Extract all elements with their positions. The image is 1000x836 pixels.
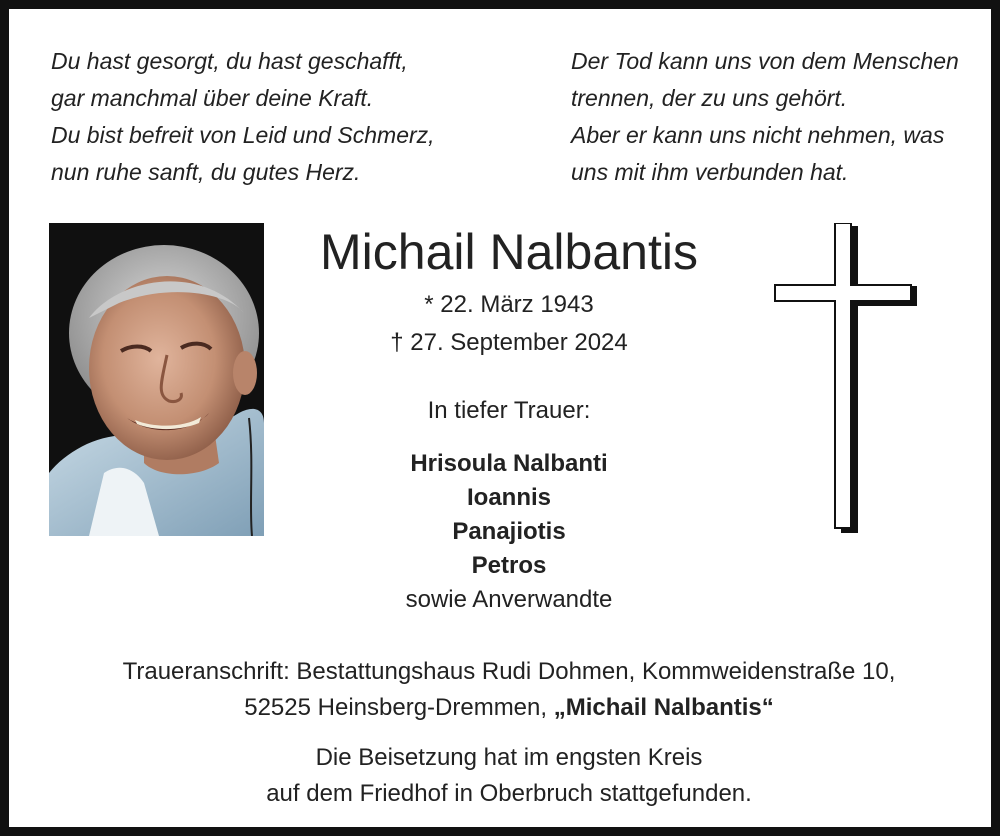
address-city: 52525 Heinsberg-Dremmen, — [244, 694, 554, 721]
poem-left-line: Du hast gesorgt, du hast geschafft, — [51, 48, 408, 74]
mourner-name: Panajiotis — [452, 518, 566, 545]
address-line-2 — [39, 690, 979, 726]
poem-right-line: uns mit ihm verbunden hat. — [571, 159, 849, 185]
poem-left — [51, 43, 511, 191]
portrait-photo — [49, 223, 264, 536]
mourners-list — [309, 447, 709, 617]
mourning-heading: In tiefer Trauer: — [427, 397, 591, 424]
burial-line-1: Die Beisetzung hat im engsten Kreis — [315, 744, 703, 771]
mourning-address — [39, 654, 979, 726]
burial-notice — [39, 740, 979, 812]
poem-right — [571, 43, 991, 191]
death-date: † 27. September 2024 — [390, 329, 628, 356]
mourner-name: Ioannis — [466, 484, 551, 511]
address-line-1: Traueranschrift: Bestattungshaus Rudi Dohmen, Kommweidenstraße 10, — [122, 658, 896, 685]
deceased-name: Michail Nalbantis — [320, 224, 698, 280]
poem-right-line: trennen, der zu uns gehört. — [571, 85, 848, 111]
cross-icon — [773, 223, 919, 535]
mourner-name: Petros — [471, 552, 547, 579]
poem-left-line: gar manchmal über deine Kraft. — [51, 85, 374, 111]
burial-line-2: auf dem Friedhof in Oberbruch stattgefunden. — [266, 780, 752, 807]
poem-left-line: Du bist befreit von Leid und Schmerz, — [51, 122, 435, 148]
address-reference: „Michail Nalbantis“ — [553, 694, 774, 721]
birth-date: * 22. März 1943 — [424, 291, 594, 318]
mourner-name: Hrisoula Nalbanti — [410, 450, 608, 477]
poem-right-line: Der Tod kann uns von dem Menschen — [571, 48, 959, 74]
poem-right-line: Aber er kann uns nicht nehmen, was — [571, 122, 945, 148]
mourners-extra: sowie Anverwandte — [405, 586, 613, 613]
poem-left-line: nun ruhe sanft, du gutes Herz. — [51, 159, 361, 185]
